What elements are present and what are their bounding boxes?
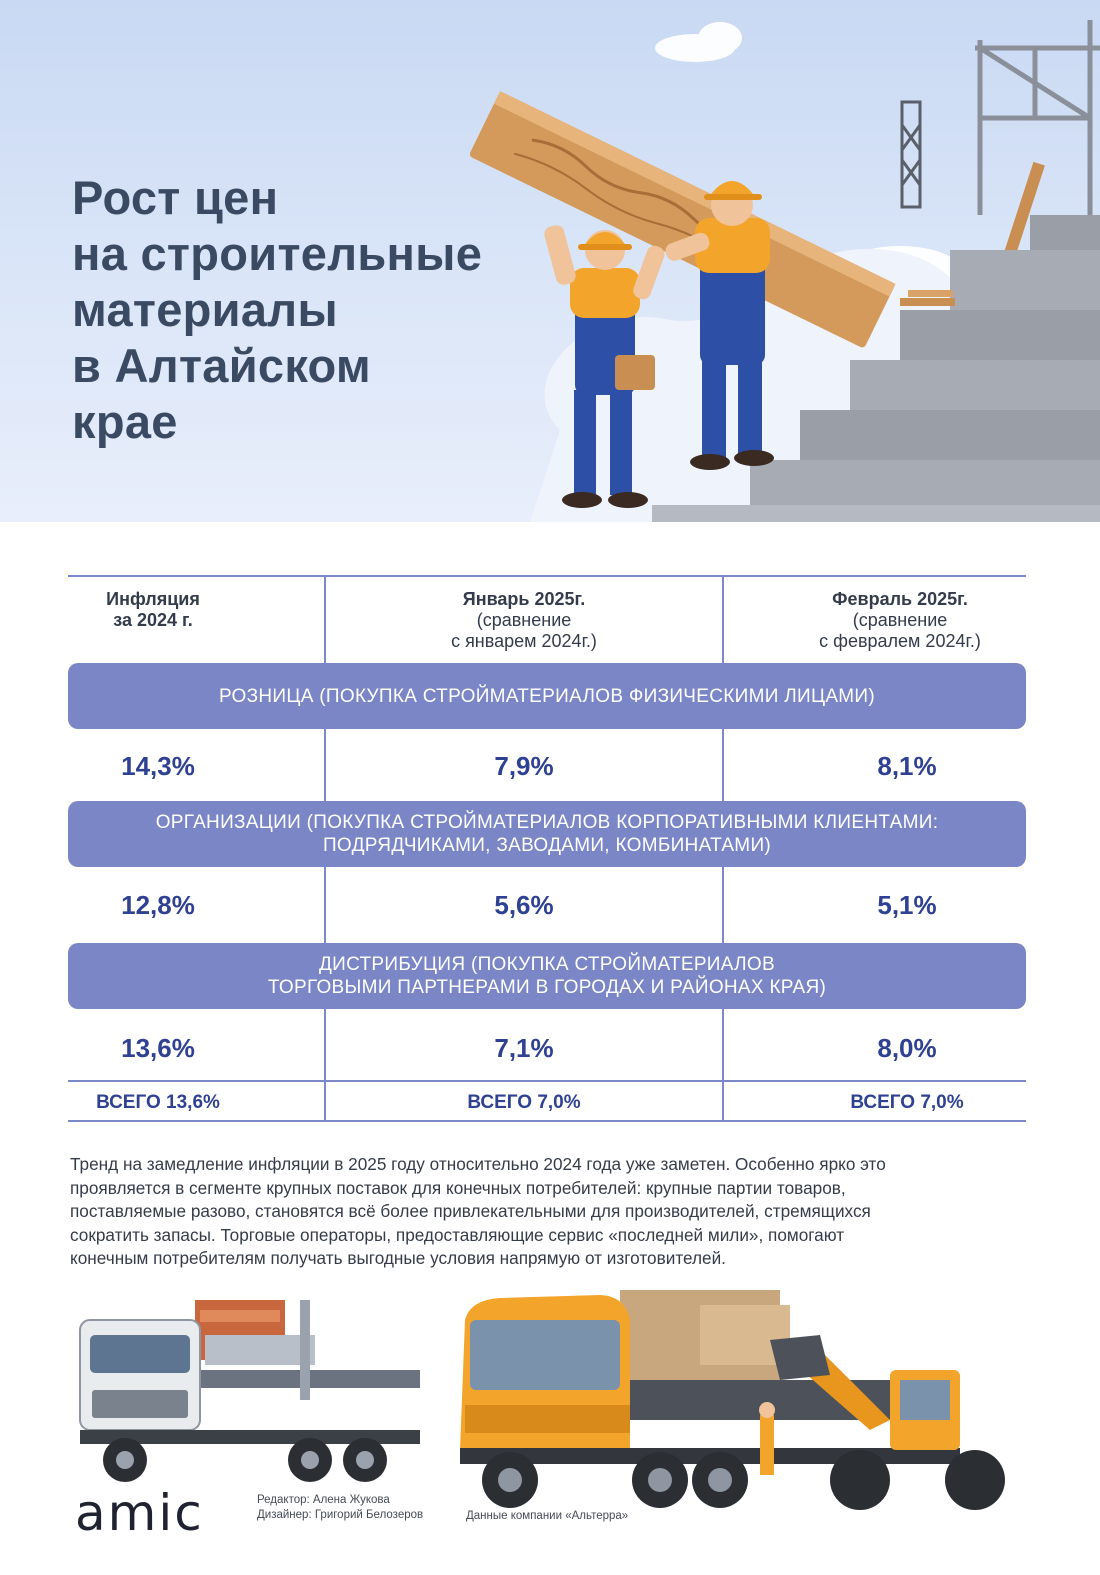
- title-line: крае: [72, 395, 178, 448]
- page-title: [72, 170, 572, 450]
- section-band-line: ТОРГОВЫМИ ПАРТНЕРАМИ В ГОРОДАХ И РАЙОНАХ КРАЯ): [267, 977, 827, 998]
- column-header-line: Январь 2025г.: [462, 589, 586, 609]
- value-cell: 5,6%: [494, 890, 554, 920]
- paragraph-line: проявляется в сегменте крупных поставок для конечных потребителей: крупные партии товаров,: [70, 1177, 846, 1198]
- paragraph-line: сократить запасы. Торговые операторы, предоставляющие сервис «последней мили», помогают: [70, 1224, 845, 1245]
- section-band-line: РОЗНИЦА (ПОКУПКА СТРОЙМАТЕРИАЛОВ ФИЗИЧЕСКИМИ ЛИЦАМИ): [218, 685, 876, 707]
- column-header-line: с февралем 2024г.): [819, 631, 981, 651]
- title-line: Рост цен: [72, 171, 279, 224]
- section-band-retail: [68, 663, 1026, 729]
- paragraph-line: конечным потребителям получать выгодные условия напрямую от изготовителей.: [70, 1248, 726, 1268]
- paragraph-line: Тренд на замедление инфляции в 2025 году относительно 2024 года уже заметен. Особенно ярко это: [70, 1154, 886, 1174]
- designer-credit: Дизайнер: Григорий Белозеров: [257, 1509, 424, 1521]
- column-header-february: [724, 589, 1076, 652]
- table-top-rule: [68, 575, 1026, 577]
- total-cell: ВСЕГО 7,0%: [467, 1092, 581, 1113]
- section-band-organizations: [68, 801, 1026, 867]
- value-cell: 13,6%: [121, 1033, 195, 1063]
- credits: [257, 1493, 423, 1523]
- title-line: на строительные: [72, 227, 483, 280]
- hero-banner: [0, 0, 1100, 522]
- title-line: в Алтайском: [72, 339, 372, 392]
- column-header-line: за 2024 г.: [113, 610, 193, 630]
- column-header-line: Инфляция: [106, 589, 200, 609]
- editor-credit: Редактор: Алена Жукова: [257, 1494, 390, 1506]
- flatbed-truck-illustration: [80, 1300, 420, 1482]
- value-cell: 14,3%: [121, 751, 195, 781]
- section-band-line: ОРГАНИЗАЦИИ (ПОКУПКА СТРОЙМАТЕРИАЛОВ КОРПОРАТИВНЫМИ КЛИЕНТАМИ:: [155, 812, 939, 833]
- section-band-line: ДИСТРИБУЦИЯ (ПОКУПКА СТРОЙМАТЕРИАЛОВ: [319, 954, 775, 975]
- column-header-line: с январем 2024г.): [451, 631, 597, 651]
- loader-illustration: [759, 1335, 1005, 1510]
- data-source: Данные компании «Альтерра»: [466, 1510, 629, 1522]
- column-header-line: (сравнение: [476, 610, 572, 630]
- amic-logo: amic: [75, 1484, 204, 1542]
- column-header-line: Февраль 2025г.: [832, 589, 968, 609]
- total-cell: ВСЕГО 13,6%: [96, 1092, 220, 1113]
- totals-top-rule: [68, 1080, 1026, 1082]
- column-header-line: (сравнение: [852, 610, 948, 630]
- section-band-line: ПОДРЯДЧИКАМИ, ЗАВОДАМИ, КОМБИНАТАМИ): [322, 835, 772, 856]
- total-cell: ВСЕГО 7,0%: [850, 1092, 964, 1113]
- table-bottom-rule: [68, 1120, 1026, 1122]
- value-cell: 8,1%: [877, 751, 937, 781]
- value-cell: 12,8%: [121, 890, 195, 920]
- value-cell: 7,9%: [494, 751, 554, 781]
- value-cell: 8,0%: [877, 1033, 937, 1063]
- column-header-inflation: [68, 589, 238, 631]
- title-line: материалы: [72, 283, 338, 336]
- column-header-january: [326, 589, 722, 652]
- section-band-distribution: [68, 943, 1026, 1009]
- value-cell: 5,1%: [877, 890, 937, 920]
- value-cell: 7,1%: [494, 1033, 554, 1063]
- paragraph-line: поставляемые разово, становятся всё более привлекательными для производителей, стремящихся: [70, 1201, 871, 1221]
- summary-paragraph: [70, 1153, 1030, 1271]
